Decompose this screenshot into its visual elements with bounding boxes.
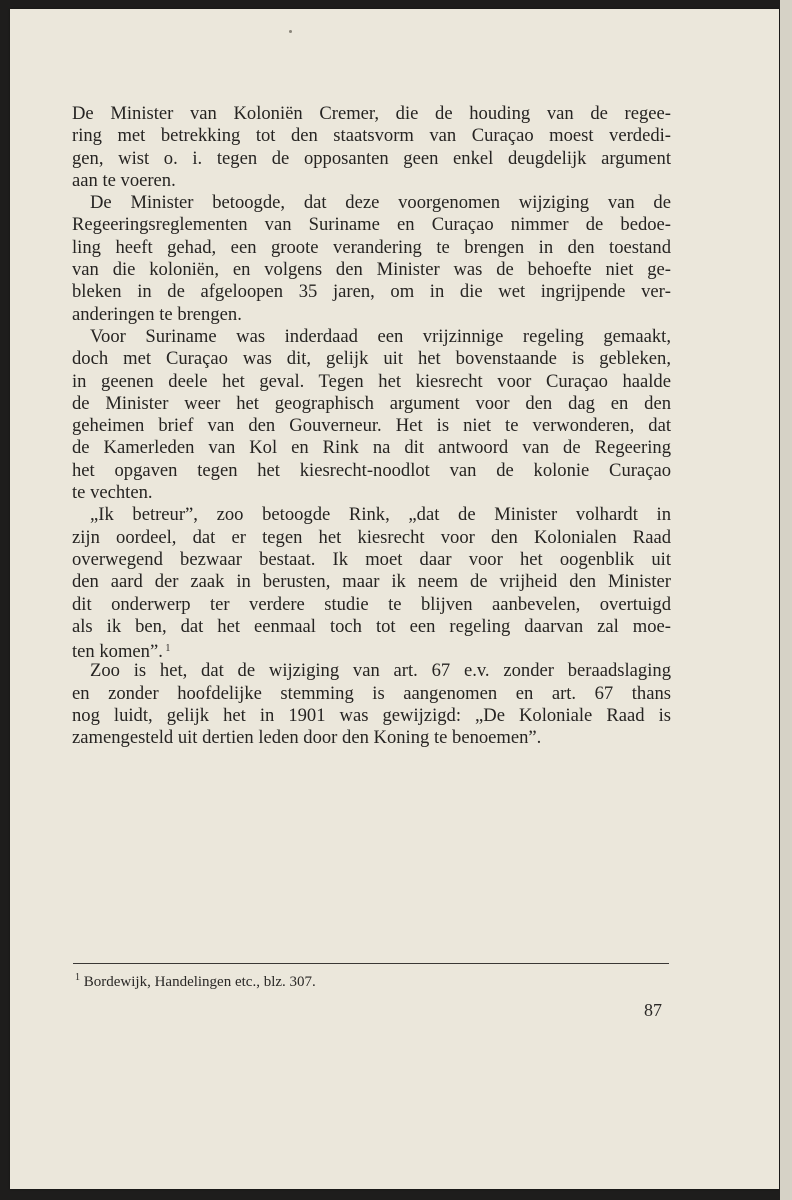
footnote-marker: 1 bbox=[75, 972, 80, 983]
text-line: in geenen deele het geval. Tegen het kiesrecht voor Curaçao haalde bbox=[72, 370, 671, 392]
text-line: den aard der zaak in berusten, maar ik neem de vrijheid den Minister bbox=[72, 571, 671, 593]
text-line: en zonder hoofdelijke stemming is aangenomen en art. 67 thans bbox=[72, 682, 671, 704]
text-line: De Minister van Koloniën Cremer, die de houding van de regee‑ bbox=[72, 103, 671, 124]
body-text bbox=[72, 103, 671, 750]
text-line: te vechten. bbox=[72, 482, 153, 504]
text-line: bleken in de afgeloopen 35 jaren, om in die wet ingrijpende ver‑ bbox=[72, 281, 671, 303]
page-edge bbox=[780, 0, 792, 1200]
text-line: de Kamerleden van Kol en Rink na dit antwoord van de Regeering bbox=[72, 437, 671, 459]
text-line: het opgaven tegen het kiesrecht‑noodlot van de kolonie Curaçao bbox=[72, 459, 671, 481]
text-line: aan te voeren. bbox=[72, 169, 176, 191]
text-line: Voor Suriname was inderdaad een vrijzinnige regeling gemaakt, bbox=[90, 325, 671, 347]
text-line: overwegend bezwaar bestaat. Ik moet daar voor het oogenblik uit bbox=[72, 548, 671, 570]
text-line: zijn oordeel, dat er tegen het kiesrecht voor den Kolonialen Raad bbox=[72, 526, 671, 548]
text-line: ling heeft gehad, een groote verandering te brengen in den toestand bbox=[72, 236, 671, 258]
paragraph bbox=[72, 103, 671, 192]
paragraph bbox=[72, 192, 671, 326]
text-line: De Minister betoogde, dat deze voorgenomen wijziging van de bbox=[90, 192, 671, 214]
text-line: Zoo is het, dat de wijziging van art. 67 e.v. zonder beraadslaging bbox=[90, 660, 671, 682]
footnote bbox=[75, 972, 316, 991]
text-line: gen, wist o. i. tegen de opposanten geen enkel deugdelijk argument bbox=[72, 147, 671, 169]
text-line: geheimen brief van den Gouverneur. Het is niet te verwonderen, dat bbox=[72, 415, 671, 437]
paragraph bbox=[72, 326, 671, 504]
text-line: zamengesteld uit dertien leden door den Koning te benoemen”. bbox=[72, 727, 542, 749]
footnote-divider bbox=[73, 963, 669, 964]
text-line: van die koloniën, en volgens den Minister was de behoefte niet ge‑ bbox=[72, 259, 671, 281]
paragraph bbox=[72, 660, 671, 749]
text-line: Regeeringsreglementen van Suriname en Curaçao nimmer de bedoe‑ bbox=[72, 214, 671, 236]
text-line: doch met Curaçao was dit, gelijk uit het bovenstaande is gebleken, bbox=[72, 348, 671, 370]
paper-speck bbox=[289, 30, 292, 33]
paragraph bbox=[72, 504, 671, 663]
text-line: ring met betrekking tot den staatsvorm van Curaçao moest verdedi‑ bbox=[72, 125, 671, 147]
text-line: de Minister weer het geographisch argument voor den dag en den bbox=[72, 392, 671, 414]
text-line: anderingen te brengen. bbox=[72, 303, 242, 325]
text-line: dit onderwerp ter verdere studie te blijven aanbevelen, overtuigd bbox=[72, 593, 671, 615]
text-line: ten komen”. $^1$ bbox=[72, 641, 171, 663]
footnote-text: Bordewijk, Handelingen etc., blz. 307. bbox=[83, 974, 316, 990]
page-number: 87 bbox=[644, 1000, 662, 1020]
text-line: als ik ben, dat het eenmaal toch tot een regeling daarvan zal moe‑ bbox=[72, 615, 671, 637]
footnote-reference: 1 bbox=[162, 643, 171, 655]
text-line: nog luidt, gelijk het in 1901 was gewijzigd: „De Koloniale Raad is bbox=[72, 705, 671, 727]
text-line: „Ik betreur”, zoo betoogde Rink, „dat de Minister volhardt in bbox=[90, 504, 671, 526]
